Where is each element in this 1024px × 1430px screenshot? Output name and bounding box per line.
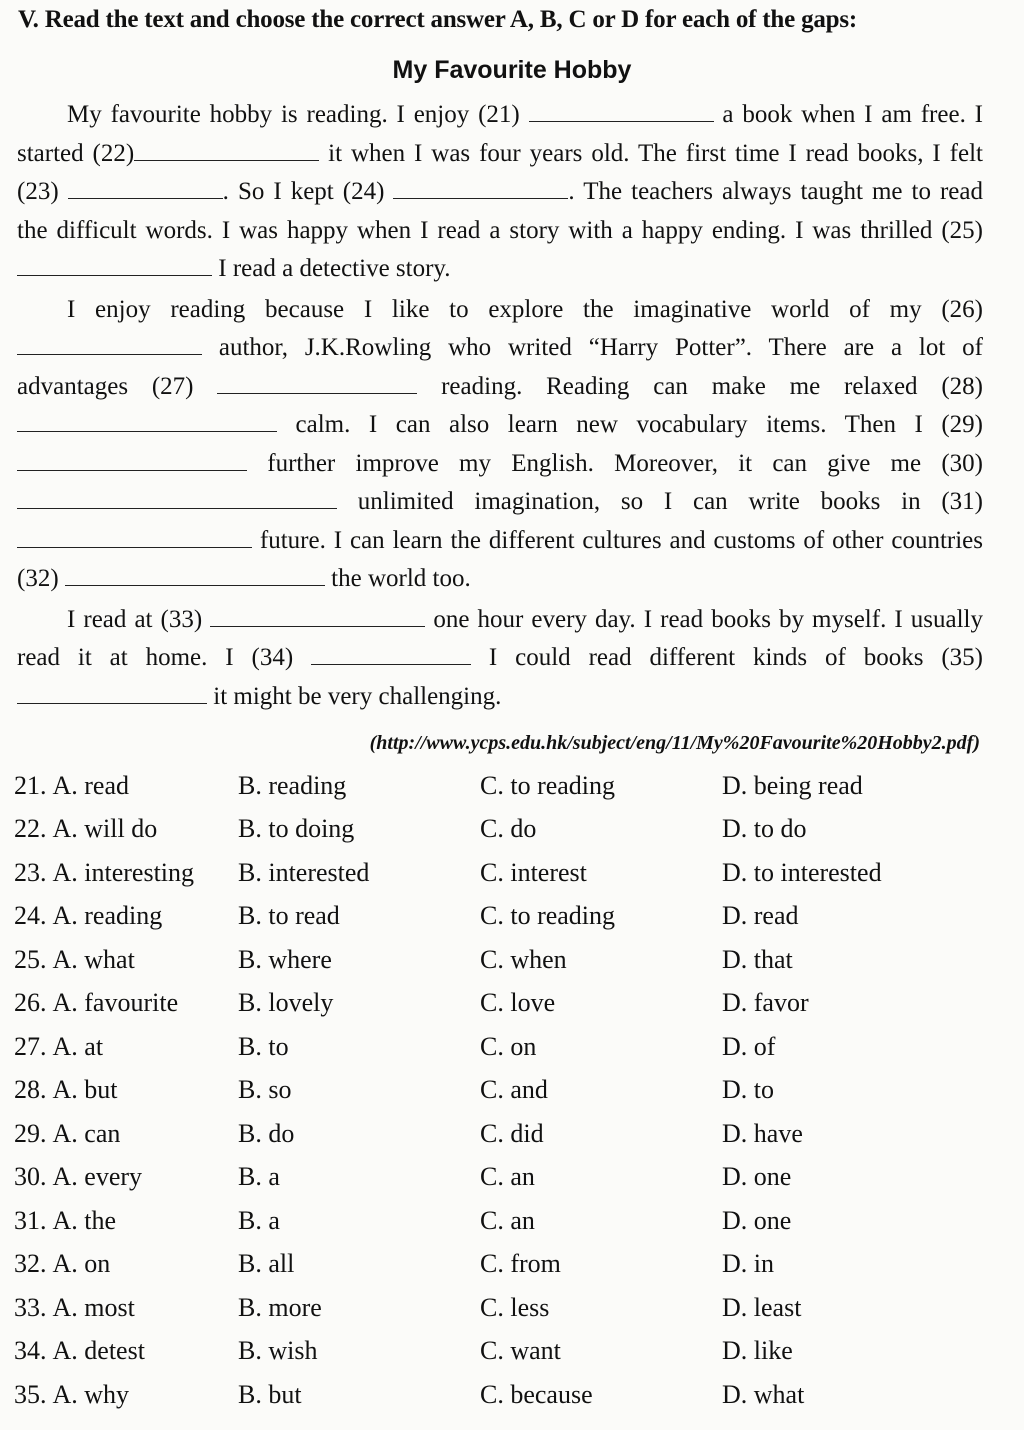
passage-paragraph: [17, 291, 983, 599]
question-number: 21.: [14, 770, 47, 800]
text-segment: author, J.K.Rowling who writed “Harry Potter”. There are a lot of advantages (27): [17, 334, 983, 400]
option-label: A. every: [52, 1162, 143, 1192]
option-label: A. what: [52, 944, 135, 974]
option-c[interactable]: [480, 945, 722, 975]
question-row: [14, 982, 1014, 1026]
text-segment: one hour every day. I read books by myself. I usually read it at home. I (34): [17, 605, 983, 671]
option-label: C. because: [480, 1379, 593, 1409]
text-segment: further improve my English. Moreover, it can give me (30): [247, 449, 983, 477]
question-number: 27.: [14, 1031, 47, 1061]
option-a[interactable]: [14, 1249, 238, 1279]
option-c[interactable]: [480, 1380, 722, 1410]
reading-passage: [17, 96, 983, 718]
option-label: C. less: [480, 1292, 550, 1322]
option-label: D. one: [722, 1205, 792, 1235]
option-c[interactable]: [480, 1162, 722, 1192]
option-c[interactable]: [480, 1206, 722, 1236]
question-number: 29.: [14, 1118, 47, 1148]
option-a[interactable]: [14, 945, 238, 975]
option-a[interactable]: [14, 1162, 238, 1192]
option-label: A. favourite: [52, 988, 179, 1018]
option-label: C. on: [480, 1031, 537, 1061]
option-b[interactable]: [238, 988, 480, 1018]
question-number: 31.: [14, 1205, 47, 1235]
option-a[interactable]: [14, 1206, 238, 1236]
option-label: D. to interested: [722, 857, 882, 887]
option-label: A. can: [52, 1118, 121, 1148]
option-label: C. from: [480, 1249, 561, 1279]
option-d[interactable]: [722, 1206, 962, 1236]
question-number: 30.: [14, 1162, 47, 1192]
option-a[interactable]: [14, 1075, 238, 1105]
option-d[interactable]: [722, 1336, 962, 1366]
option-d[interactable]: [722, 1032, 962, 1062]
answer-blank[interactable]: [17, 525, 252, 548]
option-b[interactable]: [238, 1206, 480, 1236]
option-label: A. at: [52, 1031, 104, 1061]
answer-blank[interactable]: [68, 176, 223, 199]
option-label: D. have: [722, 1118, 803, 1148]
question-number: 32.: [14, 1249, 47, 1279]
question-row: [14, 808, 1014, 852]
text-segment: the world too.: [324, 565, 471, 592]
paragraph-text: [17, 601, 983, 717]
option-label: B. to: [238, 1031, 289, 1061]
option-c[interactable]: [480, 901, 722, 931]
option-label: D. to: [722, 1075, 774, 1105]
option-label: B. all: [238, 1249, 295, 1279]
option-label: A. most: [52, 1292, 135, 1322]
option-d[interactable]: [722, 858, 962, 888]
option-label: B. do: [238, 1118, 295, 1148]
option-b[interactable]: [238, 858, 480, 888]
question-number: 22.: [14, 814, 47, 844]
option-label: D. to do: [722, 814, 807, 844]
option-c[interactable]: [480, 858, 722, 888]
option-a[interactable]: [14, 1380, 238, 1410]
passage-paragraph: [17, 96, 983, 289]
option-label: A. the: [52, 1205, 117, 1235]
option-d[interactable]: [722, 814, 962, 844]
text-segment: it might be very challenging.: [207, 682, 502, 710]
option-b[interactable]: [238, 945, 480, 975]
option-label: B. but: [238, 1379, 302, 1409]
question-row: [14, 851, 1014, 895]
option-label: A. on: [52, 1249, 111, 1279]
text-segment: I could read different kinds of books (35): [471, 644, 984, 671]
option-b[interactable]: [238, 1032, 480, 1062]
option-label: D. one: [722, 1162, 792, 1192]
option-a[interactable]: [14, 771, 238, 801]
option-c[interactable]: [480, 771, 722, 801]
option-label: B. a: [238, 1162, 280, 1192]
option-a[interactable]: [14, 1119, 238, 1149]
answer-blank[interactable]: [17, 681, 207, 704]
option-label: C. interest: [480, 857, 587, 887]
option-label: C. and: [480, 1075, 548, 1105]
option-label: C. did: [480, 1118, 544, 1148]
question-row: [14, 1286, 1014, 1330]
option-b[interactable]: [238, 1119, 480, 1149]
option-label: D. least: [722, 1292, 802, 1322]
instruction-heading: V. Read the text and choose the correct answer A, B, C or D for each of the gaps:: [18, 6, 858, 33]
question-row: [14, 1156, 1014, 1200]
text-segment: I enjoy reading because I like to explore the imaginative world of my (26): [67, 295, 983, 323]
text-segment: calm. I can also learn new vocabulary items. Then I (29): [277, 411, 983, 438]
option-label: A. but: [52, 1075, 118, 1105]
text-segment: I read at (33): [67, 605, 211, 633]
option-label: B. more: [238, 1292, 322, 1322]
option-c[interactable]: [480, 1075, 722, 1105]
option-c[interactable]: [480, 1293, 722, 1323]
option-label: D. favor: [722, 988, 809, 1018]
option-d[interactable]: [722, 1380, 962, 1410]
option-label: D. what: [722, 1379, 805, 1409]
text-segment: . So I kept (24): [222, 178, 394, 205]
option-label: B. where: [238, 944, 332, 974]
passage-paragraph: [17, 601, 983, 717]
source-url: (http://www.ycps.edu.hk/subject/eng/11/My%20Favourite%20Hobby2.pdf): [369, 732, 980, 754]
option-label: C. want: [480, 1336, 561, 1366]
option-b[interactable]: [238, 901, 480, 931]
text-segment: future. I can learn the different cultures and customs of other countries (32): [17, 526, 983, 592]
option-label: D. being read: [722, 770, 863, 800]
text-segment: . The teachers always taught me to read the difficult words. I was happy when I read a story with a happy ending. I was thrilled (25): [17, 178, 983, 244]
option-label: B. wish: [238, 1336, 318, 1366]
option-d[interactable]: [722, 901, 962, 931]
option-label: B. a: [238, 1205, 280, 1235]
option-d[interactable]: [722, 988, 962, 1018]
question-row: [14, 1069, 1014, 1113]
option-label: A. reading: [52, 901, 163, 931]
answer-blank[interactable]: [65, 563, 325, 586]
option-a[interactable]: [14, 814, 238, 844]
question-row: [14, 1025, 1014, 1069]
question-number: 26.: [14, 988, 47, 1018]
text-segment: a book when I am free. I started (22): [17, 101, 983, 167]
option-label: C. do: [480, 814, 537, 844]
option-b[interactable]: [238, 1075, 480, 1105]
option-d[interactable]: [722, 1162, 962, 1192]
answer-blank[interactable]: [311, 642, 471, 665]
option-label: C. an: [480, 1162, 535, 1192]
option-c[interactable]: [480, 814, 722, 844]
option-a[interactable]: [14, 901, 238, 931]
option-b[interactable]: [238, 771, 480, 801]
question-number: 25.: [14, 944, 47, 974]
answer-blank[interactable]: [210, 604, 425, 627]
option-b[interactable]: [238, 814, 480, 844]
option-d[interactable]: [722, 1293, 962, 1323]
option-d[interactable]: [722, 1249, 962, 1279]
option-b[interactable]: [238, 1380, 480, 1410]
option-label: D. of: [722, 1031, 776, 1061]
answer-blank[interactable]: [17, 253, 212, 276]
option-label: C. love: [480, 988, 556, 1018]
option-a[interactable]: [14, 1032, 238, 1062]
answer-blank[interactable]: [217, 371, 417, 394]
option-label: B. to doing: [238, 814, 355, 844]
question-number: 34.: [14, 1336, 47, 1366]
option-c[interactable]: [480, 1032, 722, 1062]
option-label: B. lovely: [238, 988, 334, 1018]
option-label: D. that: [722, 944, 793, 974]
option-label: D. read: [722, 901, 799, 931]
question-row: [14, 938, 1014, 982]
text-segment: reading. Reading can make me relaxed (28): [417, 372, 983, 400]
option-label: A. interesting: [52, 857, 195, 887]
option-label: D. in: [722, 1249, 774, 1279]
question-number: 24.: [14, 901, 47, 931]
option-label: A. will do: [52, 814, 158, 844]
option-b[interactable]: [238, 1336, 480, 1366]
question-number: 23.: [14, 857, 47, 887]
option-label: A. why: [52, 1379, 130, 1409]
option-label: B. so: [238, 1075, 292, 1105]
option-c[interactable]: [480, 1336, 722, 1366]
answer-blank[interactable]: [17, 486, 337, 509]
question-row: [14, 1373, 1014, 1417]
option-label: B. to read: [238, 901, 340, 931]
option-b[interactable]: [238, 1162, 480, 1192]
option-label: B. interested: [238, 857, 370, 887]
option-a[interactable]: [14, 1336, 238, 1366]
option-label: A. read: [52, 770, 130, 800]
answer-blank[interactable]: [17, 448, 247, 471]
option-d[interactable]: [722, 945, 962, 975]
passage-title: My Favourite Hobby: [392, 56, 632, 84]
answer-options: [14, 764, 1014, 1417]
paragraph-text: [17, 291, 983, 599]
option-d[interactable]: [722, 1119, 962, 1149]
answer-blank[interactable]: [17, 409, 277, 432]
answer-blank[interactable]: [134, 138, 319, 161]
answer-blank[interactable]: [17, 332, 202, 355]
option-label: B. reading: [238, 770, 347, 800]
question-row: [14, 1330, 1014, 1374]
option-label: C. to reading: [480, 901, 616, 931]
option-a[interactable]: [14, 988, 238, 1018]
text-segment: I read a detective story.: [212, 255, 451, 282]
option-b[interactable]: [238, 1249, 480, 1279]
answer-blank[interactable]: [529, 99, 714, 122]
text-segment: My favourite hobby is reading. I enjoy (21): [67, 101, 529, 128]
question-number: 35.: [14, 1379, 47, 1409]
question-row: [14, 1199, 1014, 1243]
answer-blank[interactable]: [393, 176, 568, 199]
option-d[interactable]: [722, 771, 962, 801]
option-c[interactable]: [480, 1249, 722, 1279]
option-d[interactable]: [722, 1075, 962, 1105]
question-row: [14, 1243, 1014, 1287]
option-a[interactable]: [14, 1293, 238, 1323]
option-label: C. to reading: [480, 770, 616, 800]
option-label: A. detest: [52, 1336, 145, 1366]
option-label: C. an: [480, 1205, 535, 1235]
question-row: [14, 895, 1014, 939]
question-number: 33.: [14, 1292, 47, 1322]
option-a[interactable]: [14, 858, 238, 888]
question-number: 28.: [14, 1075, 47, 1105]
question-row: [14, 1112, 1014, 1156]
option-label: D. like: [722, 1336, 793, 1366]
option-c[interactable]: [480, 1119, 722, 1149]
option-c[interactable]: [480, 988, 722, 1018]
option-b[interactable]: [238, 1293, 480, 1323]
question-row: [14, 764, 1014, 808]
text-segment: unlimited imagination, so I can write books in (31): [337, 488, 983, 515]
option-label: C. when: [480, 944, 567, 974]
paragraph-text: [17, 96, 983, 289]
text-segment: it when I was four years old. The first time I read books, I felt (23): [17, 139, 983, 205]
